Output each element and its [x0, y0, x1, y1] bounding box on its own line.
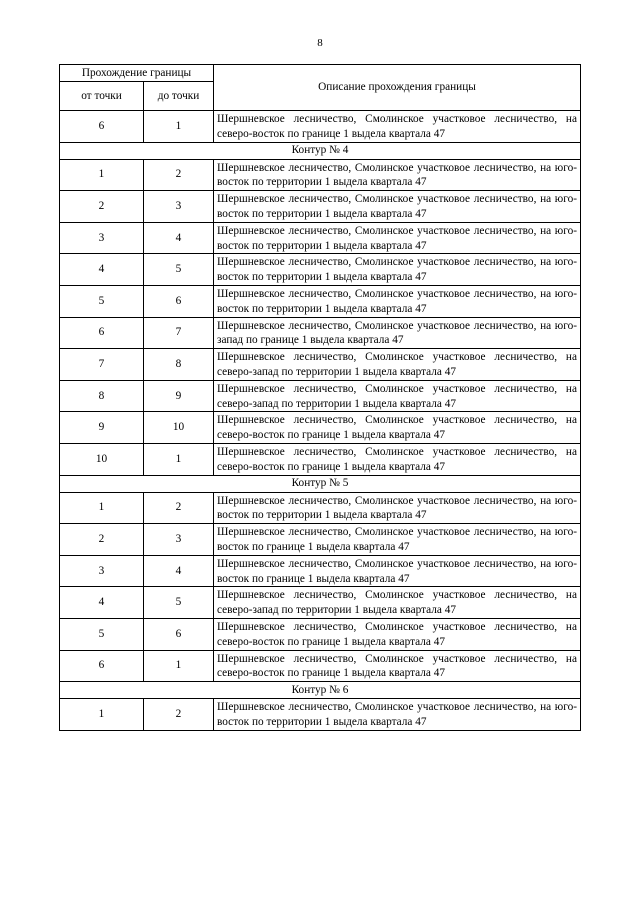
table-row	[60, 699, 581, 731]
table-row	[60, 222, 581, 254]
header-to-point: до точки	[144, 82, 214, 111]
to-point-cell: 2	[144, 699, 214, 731]
to-point-cell: 6	[144, 285, 214, 317]
to-point-cell: 3	[144, 524, 214, 556]
table-row	[60, 650, 581, 682]
table-body	[60, 65, 581, 731]
description-cell: Шершневское лесничество, Смолинское участковое лесничество, на северо-восток по границе 1 выдела квартала 47	[214, 111, 581, 143]
contour-row	[60, 142, 581, 159]
table-row	[60, 380, 581, 412]
table-row	[60, 555, 581, 587]
to-point-cell: 1	[144, 111, 214, 143]
table-row	[60, 285, 581, 317]
from-point-cell: 6	[60, 650, 144, 682]
from-point-cell: 7	[60, 349, 144, 381]
from-point-cell: 2	[60, 524, 144, 556]
to-point-cell: 4	[144, 555, 214, 587]
to-point-cell: 7	[144, 317, 214, 349]
table-row	[60, 111, 581, 143]
table-row	[60, 412, 581, 444]
contour-row	[60, 682, 581, 699]
table-row	[60, 191, 581, 223]
from-point-cell: 3	[60, 555, 144, 587]
from-point-cell: 4	[60, 587, 144, 619]
from-point-cell: 5	[60, 618, 144, 650]
to-point-cell: 2	[144, 159, 214, 191]
to-point-cell: 4	[144, 222, 214, 254]
to-point-cell: 10	[144, 412, 214, 444]
to-point-cell: 5	[144, 587, 214, 619]
table-row	[60, 618, 581, 650]
page-number: 8	[317, 37, 323, 49]
table-row	[60, 492, 581, 524]
table-row	[60, 254, 581, 286]
from-point-cell: 10	[60, 443, 144, 475]
boundary-table	[59, 64, 581, 731]
description-cell: Шершневское лесничество, Смолинское участковое лесничество, на юго-запад по границе 1 выдела квартала 47	[214, 317, 581, 349]
header-row-1	[60, 65, 581, 82]
from-point-cell: 4	[60, 254, 144, 286]
header-description: Описание прохождения границы	[214, 65, 581, 111]
contour-label: Контур № 5	[60, 475, 581, 492]
contour-label: Контур № 6	[60, 682, 581, 699]
description-cell: Шершневское лесничество, Смолинское участковое лесничество, на северо-запад по территории 1 выдела квартала 47	[214, 587, 581, 619]
description-cell: Шершневское лесничество, Смолинское участковое лесничество, на юго-восток по территории 1 выдела квартала 47	[214, 492, 581, 524]
from-point-cell: 6	[60, 317, 144, 349]
table-row	[60, 524, 581, 556]
from-point-cell: 1	[60, 492, 144, 524]
description-cell: Шершневское лесничество, Смолинское участковое лесничество, на юго-восток по границе 1 выдела квартала 47	[214, 524, 581, 556]
to-point-cell: 8	[144, 349, 214, 381]
from-point-cell: 5	[60, 285, 144, 317]
to-point-cell: 2	[144, 492, 214, 524]
table-row	[60, 159, 581, 191]
to-point-cell: 1	[144, 443, 214, 475]
from-point-cell: 8	[60, 380, 144, 412]
to-point-cell: 5	[144, 254, 214, 286]
contour-label: Контур № 4	[60, 142, 581, 159]
description-cell: Шершневское лесничество, Смолинское участковое лесничество, на северо-запад по территории 1 выдела квартала 47	[214, 349, 581, 381]
table-row	[60, 443, 581, 475]
description-cell: Шершневское лесничество, Смолинское участковое лесничество, на юго-восток по территории 1 выдела квартала 47	[214, 191, 581, 223]
table-row	[60, 587, 581, 619]
table-row	[60, 349, 581, 381]
description-cell: Шершневское лесничество, Смолинское участковое лесничество, на северо-восток по границе 1 выдела квартала 47	[214, 618, 581, 650]
description-cell: Шершневское лесничество, Смолинское участковое лесничество, на юго-восток по территории 1 выдела квартала 47	[214, 285, 581, 317]
from-point-cell: 1	[60, 159, 144, 191]
description-cell: Шершневское лесничество, Смолинское участковое лесничество, на северо-восток по границе 1 выдела квартала 47	[214, 412, 581, 444]
from-point-cell: 2	[60, 191, 144, 223]
from-point-cell: 9	[60, 412, 144, 444]
header-boundary-passage: Прохождение границы	[60, 65, 214, 82]
header-from-point: от точки	[60, 82, 144, 111]
from-point-cell: 6	[60, 111, 144, 143]
from-point-cell: 3	[60, 222, 144, 254]
from-point-cell: 1	[60, 699, 144, 731]
description-cell: Шершневское лесничество, Смолинское участковое лесничество, на юго-восток по территории 1 выдела квартала 47	[214, 254, 581, 286]
description-cell: Шершневское лесничество, Смолинское участковое лесничество, на северо-восток по границе 1 выдела квартала 47	[214, 650, 581, 682]
to-point-cell: 1	[144, 650, 214, 682]
to-point-cell: 3	[144, 191, 214, 223]
description-cell: Шершневское лесничество, Смолинское участковое лесничество, на северо-запад по территории 1 выдела квартала 47	[214, 380, 581, 412]
description-cell: Шершневское лесничество, Смолинское участковое лесничество, на северо-восток по границе 1 выдела квартала 47	[214, 443, 581, 475]
description-cell: Шершневское лесничество, Смолинское участковое лесничество, на юго-восток по территории 1 выдела квартала 47	[214, 159, 581, 191]
to-point-cell: 6	[144, 618, 214, 650]
description-cell: Шершневское лесничество, Смолинское участковое лесничество, на юго-восток по территории 1 выдела квартала 47	[214, 699, 581, 731]
description-cell: Шершневское лесничество, Смолинское участковое лесничество, на юго-восток по территории 1 выдела квартала 47	[214, 222, 581, 254]
to-point-cell: 9	[144, 380, 214, 412]
description-cell: Шершневское лесничество, Смолинское участковое лесничество, на юго-восток по границе 1 выдела квартала 47	[214, 555, 581, 587]
contour-row	[60, 475, 581, 492]
table-row	[60, 317, 581, 349]
